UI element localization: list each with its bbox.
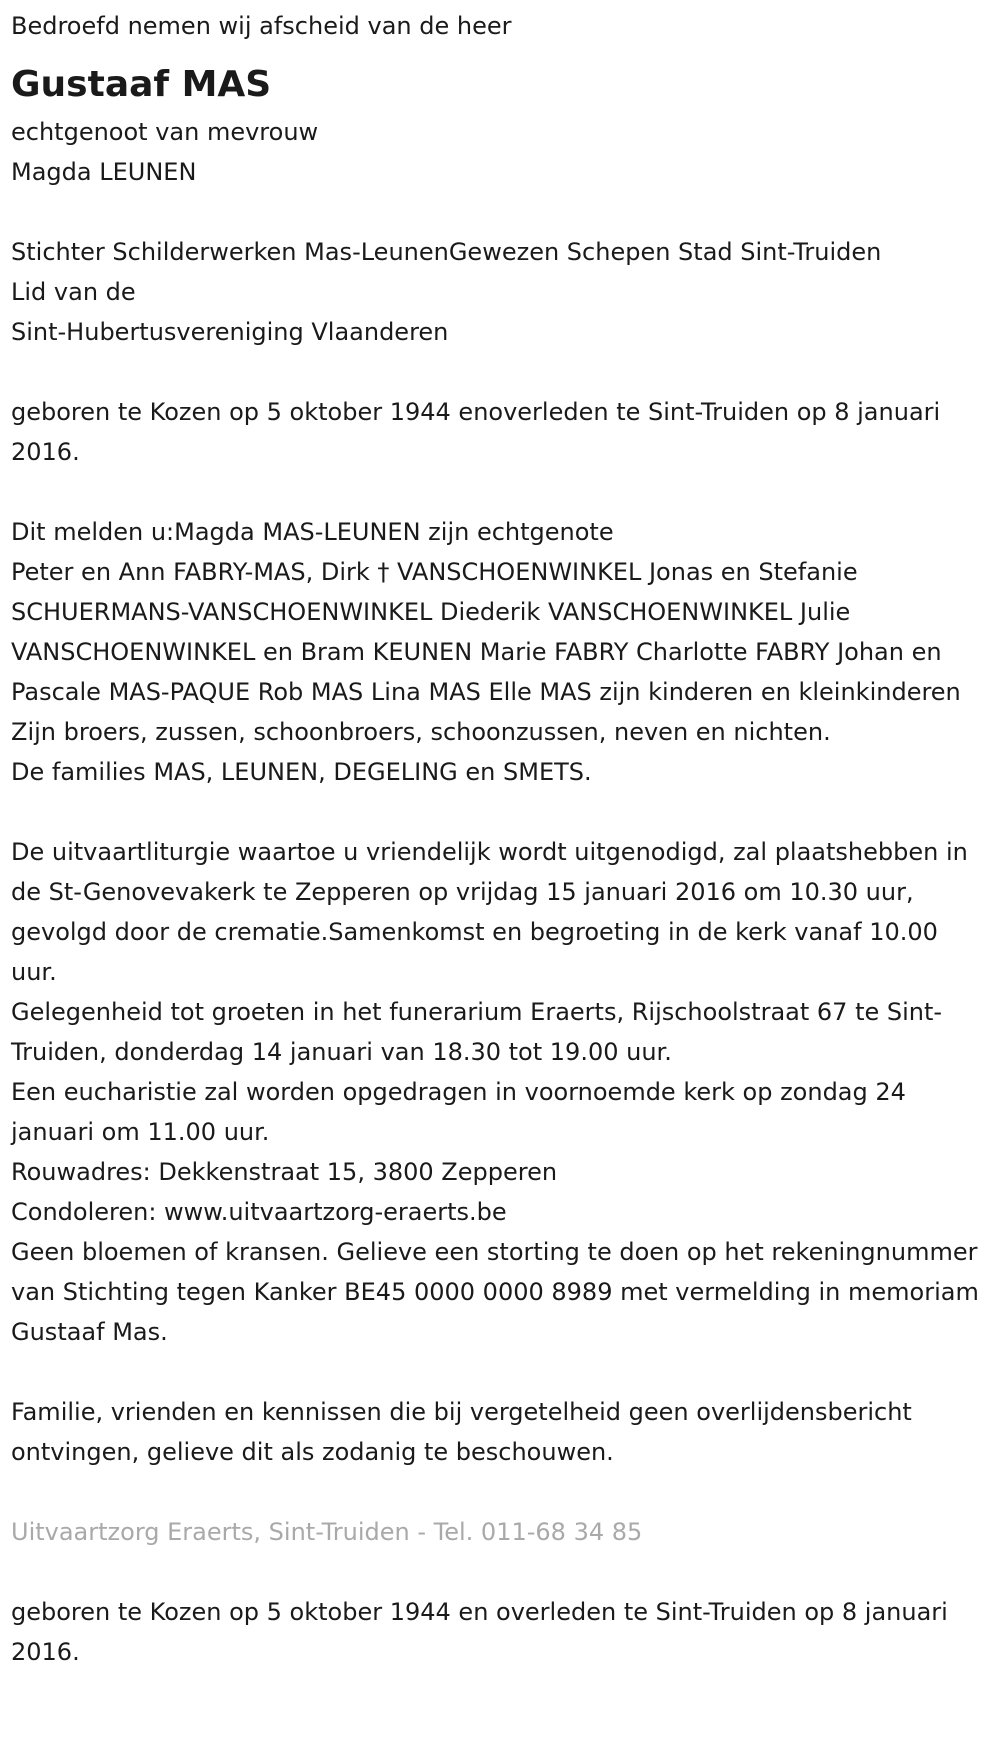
- spacer: [11, 1352, 990, 1392]
- spouse-name: Magda LEUNEN: [11, 158, 197, 186]
- mourning-address: Rouwadres: Dekkenstraat 15, 3800 Zepperen: [11, 1158, 558, 1186]
- condolences-link: Condoleren: www.uitvaartzorg-eraerts.be: [11, 1198, 507, 1226]
- deceased-name: Gustaaf MAS: [11, 64, 272, 105]
- family-siblings: Zijn broers, zussen, schoonbroers, schoonzussen, neven en nichten.: [11, 718, 831, 746]
- spacer: [11, 1472, 990, 1512]
- spacer: [11, 192, 990, 232]
- funeral-viewing: Gelegenheid tot groeten in het funerarium Eraerts, Rijschoolstraat 67 te Sint-Truiden, donderdag 14 januari van 18.30 tot 19.00 uur.: [11, 998, 943, 1066]
- funeral-home-contact: Uitvaartzorg Eraerts, Sint-Truiden - Tel. 011-68 34 85: [11, 1518, 643, 1546]
- family-children: Peter en Ann FABRY-MAS, Dirk † VANSCHOENWINKEL Jonas en Stefanie SCHUERMANS-VANSCHOENWINKEL Diederik VANSCHOENWINKEL Julie VANSCHOENWINKEL en Bram KEUNEN Marie FABRY Charlotte FABRY Johan en Pascale MAS-PAQUE Rob MAS Lina MAS Elle MAS zijn kinderen en kleinkinderen: [11, 558, 961, 706]
- spacer: [11, 352, 990, 392]
- family-names: De families MAS, LEUNEN, DEGELING en SMETS.: [11, 758, 592, 786]
- donation-text: Geen bloemen of kransen. Gelieve een storting te doen op het rekeningnummer van Stichting tegen Kanker BE45 0000 0000 8989 met vermelding in memoriam Gustaaf Mas.: [11, 1238, 979, 1346]
- notice-text: Familie, vrienden en kennissen die bij vergetelheid geen overlijdensbericht ontvingen, gelieve dit als zodanig te beschouwen.: [11, 1398, 912, 1466]
- spacer: [11, 472, 990, 512]
- spacer: [11, 792, 990, 832]
- spacer: [11, 1552, 990, 1592]
- funeral-liturgy: De uitvaartliturgie waartoe u vriendelijk wordt uitgenodigd, zal plaatshebben in de St-Genovevakerk te Zepperen op vrijdag 15 januari 2016 om 10.30 uur, gevolgd door de crematie.Samenkomst en begroeting in de kerk vanaf 10.00 uur.: [11, 838, 968, 986]
- family-intro: Dit melden u:Magda MAS-LEUNEN zijn echtgenote: [11, 518, 614, 546]
- title-line-2: Lid van de: [11, 278, 136, 306]
- title-line-1: Stichter Schilderwerken Mas-LeunenGewezen Schepen Stad Sint-Truiden: [11, 238, 882, 266]
- funeral-eucharist: Een eucharistie zal worden opgedragen in voornoemde kerk op zondag 24 januari om 11.00 uur.: [11, 1078, 906, 1146]
- title-line-3: Sint-Hubertusvereniging Vlaanderen: [11, 318, 449, 346]
- birth-death-text: geboren te Kozen op 5 oktober 1944 enoverleden te Sint-Truiden op 8 januari 2016.: [11, 398, 941, 466]
- intro-text: Bedroefd nemen wij afscheid van de heer: [11, 12, 512, 40]
- spouse-label: echtgenoot van mevrouw: [11, 118, 319, 146]
- birth-death-text-repeat: geboren te Kozen op 5 oktober 1944 en overleden te Sint-Truiden op 8 januari 2016.: [11, 1598, 948, 1666]
